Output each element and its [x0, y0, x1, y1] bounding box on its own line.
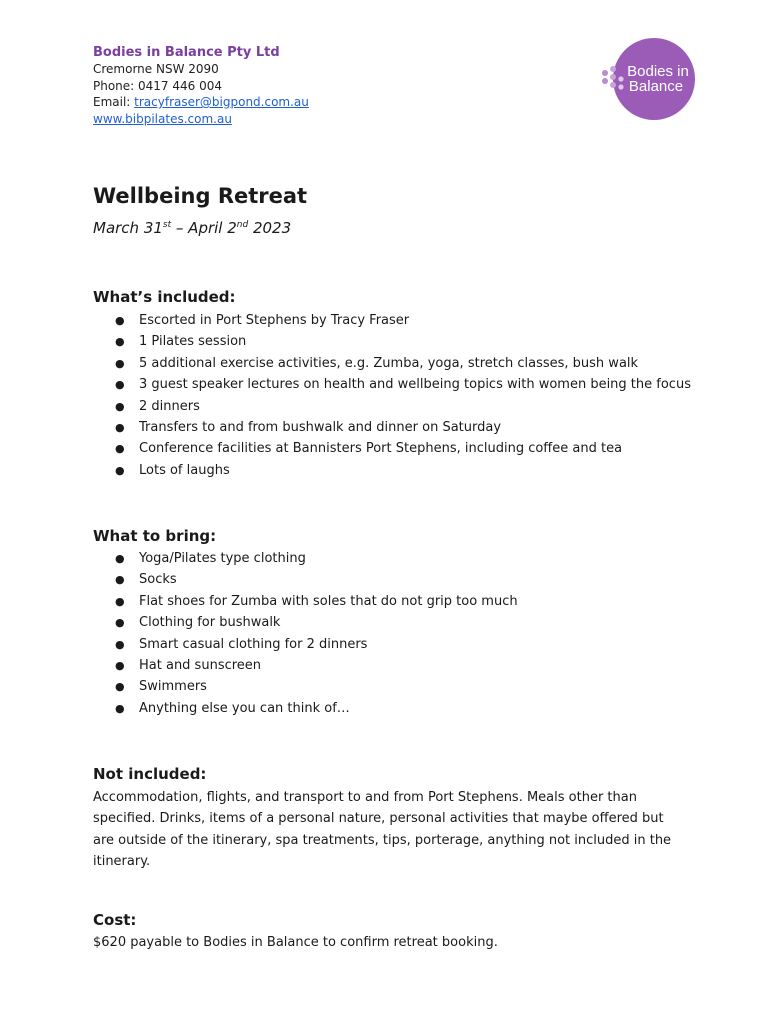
company-phone: Phone: 0417 446 004 [93, 78, 223, 93]
bullet-icon: ● [115, 356, 125, 370]
logo-text-line1: Bodies in [627, 63, 689, 80]
bullet-icon: ● [115, 680, 125, 694]
list-item [93, 569, 518, 590]
logo-dot-shape [618, 84, 623, 89]
bring-heading: What to bring: [93, 527, 217, 545]
bullet-icon: ● [115, 573, 125, 587]
list-item [93, 655, 518, 676]
list-item [93, 438, 691, 459]
bullet-icon: ● [115, 314, 125, 327]
list-item-text: 2 dinners [139, 398, 200, 414]
cost-heading: Cost: [93, 911, 137, 929]
company-address: Cremorne NSW 2090 [93, 62, 219, 76]
logo-dot-shape [618, 76, 623, 81]
list-item-text: Lots of laughs [139, 462, 230, 478]
bullet-icon: ● [115, 701, 125, 715]
bullet-icon: ● [115, 659, 125, 673]
date-separator: – April 2 [171, 219, 237, 237]
not-included-heading: Not included: [93, 765, 207, 783]
list-item [93, 396, 691, 417]
list-item-text: Yoga/Pilates type clothing [139, 551, 306, 566]
list-item-text: 5 additional exercise activities, e.g. Zumba, yoga, stretch classes, bush walk [139, 355, 639, 371]
list-item [93, 548, 518, 569]
bullet-icon: ● [115, 594, 125, 608]
list-item-text: Transfers to and from bushwalk and dinner on Saturday [139, 420, 502, 436]
bullet-icon: ● [115, 616, 125, 630]
list-item-text: Socks [139, 572, 177, 588]
company-block [93, 44, 309, 127]
list-item-text: Clothing for bushwalk [139, 615, 281, 631]
list-item [93, 331, 691, 352]
list-item [93, 310, 691, 331]
company-name: Bodies in Balance Pty Ltd [93, 45, 280, 60]
list-item [93, 698, 518, 719]
not-included-text: Accommodation, flights, and transport to and from Port Stephens. Meals other than specified. Drinks, items of a personal nature, personal activities that maybe offered but are outside of the itinerary, spa treatments, tips, porterage, anything not included in the itinerary. [93, 790, 672, 869]
page-title: Wellbeing Retreat [93, 184, 308, 208]
list-item [93, 591, 518, 612]
bullet-icon: ● [115, 335, 125, 349]
date-year: 2023 [248, 219, 292, 237]
bullet-icon: ● [115, 442, 125, 456]
date-start: March 31 [93, 219, 163, 237]
list-item [93, 374, 691, 395]
list-item-text: Escorted in Port Stephens by Tracy Fraser [139, 313, 410, 328]
company-email-line [93, 94, 309, 111]
list-item-text: Smart casual clothing for 2 dinners [139, 636, 368, 652]
list-item-text: Flat shoes for Zumba with soles that do not grip too much [139, 593, 518, 609]
website-link[interactable]: www.bibpilates.com.au [93, 111, 232, 126]
bullet-icon: ● [115, 552, 125, 565]
company-website-line [93, 111, 309, 128]
cost-text: $620 payable to Bodies in Balance to confirm retreat booking. [93, 935, 498, 950]
list-item-text: 3 guest speaker lectures on health and wellbeing topics with women being the focus [139, 377, 691, 393]
company-logo [600, 38, 696, 120]
list-item-text: Hat and sunscreen [139, 658, 262, 674]
list-item [93, 417, 691, 438]
list-item-text: Swimmers [139, 679, 207, 695]
list-item [93, 460, 691, 481]
bullet-icon: ● [115, 399, 125, 413]
retreat-dates [93, 219, 291, 237]
logo-dot-shape [602, 78, 608, 84]
list-item [93, 634, 518, 655]
email-label: Email: [93, 95, 135, 109]
logo-dot-shape [610, 66, 616, 72]
logo-dot-shape [610, 74, 616, 80]
bullet-icon: ● [115, 421, 125, 435]
bring-list [93, 548, 518, 719]
logo-dot-shape [602, 70, 608, 76]
list-item-text: 1 Pilates session [139, 334, 247, 350]
list-item [93, 612, 518, 633]
logo-text-line2: Balance [628, 78, 684, 95]
date-end-suffix: nd [236, 220, 249, 230]
logo-dot-shape [610, 82, 616, 88]
bullet-icon: ● [115, 637, 125, 651]
included-heading: What’s included: [93, 288, 236, 306]
date-start-suffix: st [162, 220, 172, 230]
list-item-text: Conference facilities at Bannisters Port Stephens, including coffee and tea [139, 441, 623, 457]
bullet-icon: ● [115, 378, 125, 392]
list-item [93, 676, 518, 697]
bullet-icon: ● [115, 463, 125, 477]
list-item [93, 353, 691, 374]
email-link[interactable]: tracyfraser@bigpond.com.au [134, 95, 309, 109]
included-list [93, 310, 691, 481]
list-item-text: Anything else you can think of… [139, 700, 350, 716]
